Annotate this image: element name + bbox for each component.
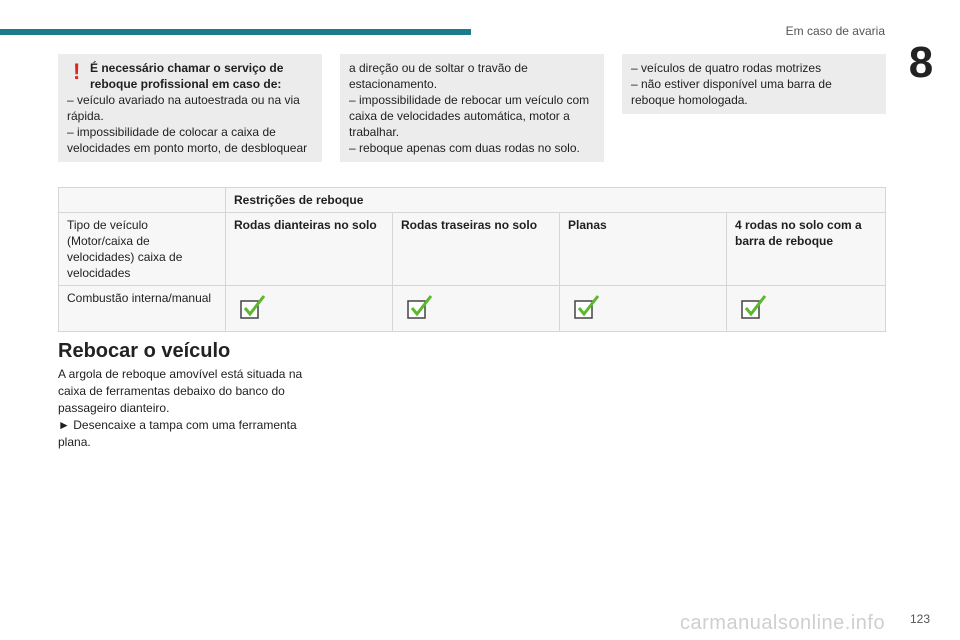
checkmark-icon — [240, 294, 266, 320]
row-header-sub: (Motor/caixa de velocidades) caixa de velocidades — [67, 234, 183, 280]
row-header-cell — [59, 213, 226, 286]
checkmark-icon — [407, 294, 433, 320]
warning-item: – impossibilidade de colocar a caixa de velocidades em ponto morto, de desbloquear — [67, 125, 308, 155]
table-row — [59, 286, 886, 332]
column-header: 4 rodas no solo com a barra de reboque — [727, 213, 886, 286]
section-paragraph: A argola de reboque amovível está situada na caixa de ferramentas debaixo do banco do passageiro dianteiro. — [58, 367, 303, 415]
warning-box-1 — [58, 54, 322, 162]
allowed-cell — [226, 286, 393, 332]
table-cell-empty — [59, 188, 226, 213]
column-header: Planas — [560, 213, 727, 286]
step-text: Desencaixe a tampa com uma ferramenta plana. — [58, 418, 297, 449]
warning-item: – não estiver disponível uma barra de reboque homologada. — [631, 77, 832, 107]
warning-heading: É necessário chamar o serviço de reboque profissional em caso de: — [90, 61, 284, 91]
checkmark-icon — [574, 294, 600, 320]
exclamation-icon: ! — [73, 59, 81, 84]
row-header-title: Tipo de veículo — [67, 218, 148, 232]
warning-item: a direção ou de soltar o travão de estacionamento. — [349, 61, 528, 91]
warning-item: – veículos de quatro rodas motrizes — [631, 61, 822, 75]
chapter-number: 8 — [908, 38, 934, 87]
header-accent-bar — [0, 29, 471, 35]
step-arrow-icon: ► — [58, 418, 70, 432]
towing-restrictions-table — [58, 187, 886, 332]
allowed-cell — [393, 286, 560, 332]
checkmark-icon — [741, 294, 767, 320]
section-heading: Rebocar o veículo — [58, 340, 231, 362]
warning-item: – veículo avariado na autoestrada ou na via rápida. — [67, 93, 300, 123]
vehicle-type-cell: Combustão interna/manual — [59, 286, 226, 332]
table-header-row — [59, 213, 886, 286]
column-header: Rodas traseiras no solo — [393, 213, 560, 286]
watermark: carmanualsonline.info — [680, 612, 886, 634]
warning-item: – reboque apenas com duas rodas no solo. — [349, 141, 580, 155]
section-step — [58, 417, 308, 451]
table-caption: Restrições de reboque — [226, 188, 886, 213]
table-caption-row — [59, 188, 886, 213]
warning-item: – impossibilidade de rebocar um veículo com caixa de velocidades automática, motor a trabalhar. — [349, 93, 590, 139]
page-number: 123 — [909, 612, 930, 626]
section-body — [58, 366, 308, 451]
column-header: Rodas dianteiras no solo — [226, 213, 393, 286]
warning-box-2 — [340, 54, 604, 162]
allowed-cell — [727, 286, 886, 332]
section-title: Em caso de avaria — [785, 24, 885, 38]
warning-box-3 — [622, 54, 886, 114]
allowed-cell — [560, 286, 727, 332]
